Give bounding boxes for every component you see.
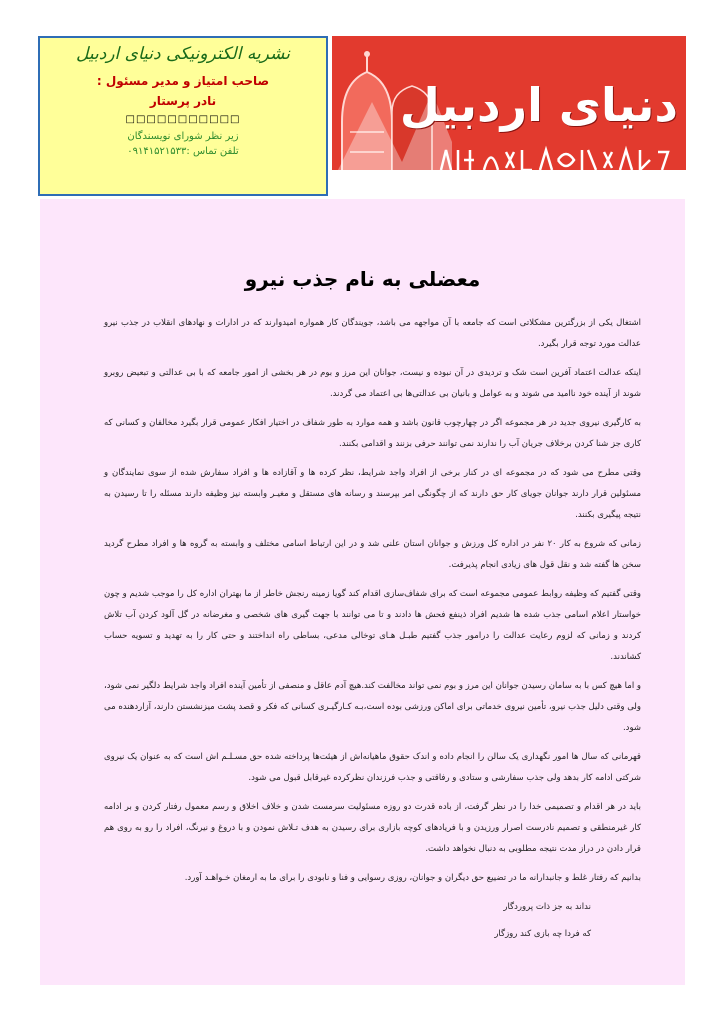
article-body: [104, 313, 641, 951]
article-title: معضلی به نام جذب نیرو: [244, 267, 481, 291]
article-page: [40, 199, 685, 985]
article-paragraph: باید در هر اقدام و تصمیمی خدا را در نظر گرفت، از باده قدرت دو روزه مسئولیت سرمست شدن و خلاف اخلاق و رسم معمول رفتار کردن و بر ادامه کار غیرمنطقی و تصمیم نادرست اصرار ورزیدن و با فریادهای کوچه بازاری برای رسیدن به هدف تـلاش نمودن و با دروغ و نیرنگ، افراد را رو به روی هم قرار دادن در دراز مدت نتیجه مطلوبی به دنبال نخواهد داشت.: [104, 802, 641, 854]
poem-line: نداند به جز ذات پروردگار: [503, 902, 591, 912]
article-paragraph: بدانیم که رفتار غلط و جانبدارانه ما در تضییع حق دیگران و جوانان، روزی رسوایی و فنا و نابودی را برای ما به ارمغان خـواهـد آورد.: [184, 873, 641, 883]
article-paragraph: وقتی گفتیم که وظیفه روابط عمومی مجموعه است که برای شفاف‌سازی اقدام کند گویا زمینه رنجش خاطر از ما بهتران اداره کل را موجب شدیم و چون خواستار اعلام اسامی جذب شده ها شدیم افراد ذینفع فحش ها دادند و تا می توانند با جهت گیری های شخصی و مغرضانه در گل آلود کردن آب تلاش کردند و زمانی که لزوم رعایت عدالت را درامور جذب گفتیم طبـل هـای توخالی مدعی، بساطی راه انداختند و حتی کار را به تهدید و تسویه حساب کشاندند.: [104, 589, 641, 662]
banner-bottom-strip: [332, 170, 686, 196]
poem-line: که فردا چه بازی کند روزگار: [494, 929, 591, 939]
article-paragraph: اینکه عدالت اعتماد آفرین است شک و تردیدی در آن نبوده و نیست، جوانان این مرز و بوم در هر بخشی از امور جامعه که با بی عدالتی و تبعیض روبرو شوند از آینده خود ناامید می شوند و به عوامل و بانیان بی عدالتی‌ها بی اعتماد می گردند.: [104, 368, 641, 399]
phone-number: تلفن تماس :۰۹۱۴۱۵۲۱۵۳۳: [127, 146, 239, 157]
masthead-info-box: [38, 36, 328, 196]
masthead-banner: [332, 36, 686, 196]
publication-name: نشریه الکترونیکی دنیای اردبیل: [76, 44, 290, 64]
placeholder-glyphs: □□□□□□□□□□□: [125, 114, 241, 125]
article-paragraph: به کارگیری نیروی جدید در هر مجموعه اگر در چهارچوب قانون باشد و همه موارد به طور شفاف در اختیار افکار عمومی قرار بگیرد مخالفان و کسانی که کاری جز شنا کردن برخلاف جریان آب را ندارند نمی توانند حرفی بزنند و اقدامی بکنند.: [104, 418, 641, 449]
owner-name: نادر پرستار: [149, 94, 217, 108]
banner-title: دنیای اردبیل: [399, 78, 678, 132]
owner-label: صاحب امتیاز و مدیر مسئول :: [96, 74, 270, 88]
article-paragraph: وقتی مطرح می شود که در مجموعه ای در کنار برخی از افراد واجد شرایط، نظر کرده ها و آقازاده ها و افراد سفارش شده از سوی نمایندگان و مسئولین قرار دارند جوانان جویای کار حق دارند که از چگونگی امر بپرسند و رسانه های مستقل و مغیـر وابسته نیز وظیفه دارند مسئله را تا رسیدن به نتیجه پیگیری بکنند.: [104, 468, 641, 520]
article-paragraph: قهرمانی که سال ها امور نگهداری یک سالن را انجام داده و اندک حقوق ماهیانه‌اش از هیئت‌ها پرداخته شده حق مسـلـم اش است که به عنوان یک نیروی شرکتی ادامه کار بدهد ولی جذب سفارشی و ستادی و رفاقتی و جذب فرزندان نظرکرده غیرقابل قبول می شود.: [104, 752, 641, 783]
article-paragraph: زمانی که شروع به کار ۲۰ نفر در اداره کل ورزش و جوانان استان علنی شد و در این ارتباط اسامی مختلف و وابسته به گروه ها و افراد مطرح گردید سخن ها گفته شد و نقل قول های زیادی انجام پذیرفت.: [104, 539, 641, 570]
council-note: زیر نظر شورای نویسندگان: [127, 131, 239, 142]
article-paragraph: و اما هیچ کس با به سامان رسیدن جوانان این مرز و بوم نمی تواند مخالفت کند.هیچ آدم عاقل و منصفی از تأمین آینده افراد واجد شرایط دلگیر نمی شود، ولی وقتی دلیل جذب نیرو، تأمین نیروی خدماتی برای اماکن ورزشی بوده است،بـه کـارگیـری کسانی که فکر و قصد پشت میزنشستن دارند، آزاردهنده می شود.: [104, 681, 641, 733]
article-paragraph: اشتغال یکی از بزرگترین مشکلاتی است که جامعه با آن مواجهه می باشد، جویندگان کار همواره امیدوارند که در ادارات و نهادهای انقلاب در جذب نیرو عدالت مورد توجه قرار بگیرد.: [104, 318, 641, 349]
